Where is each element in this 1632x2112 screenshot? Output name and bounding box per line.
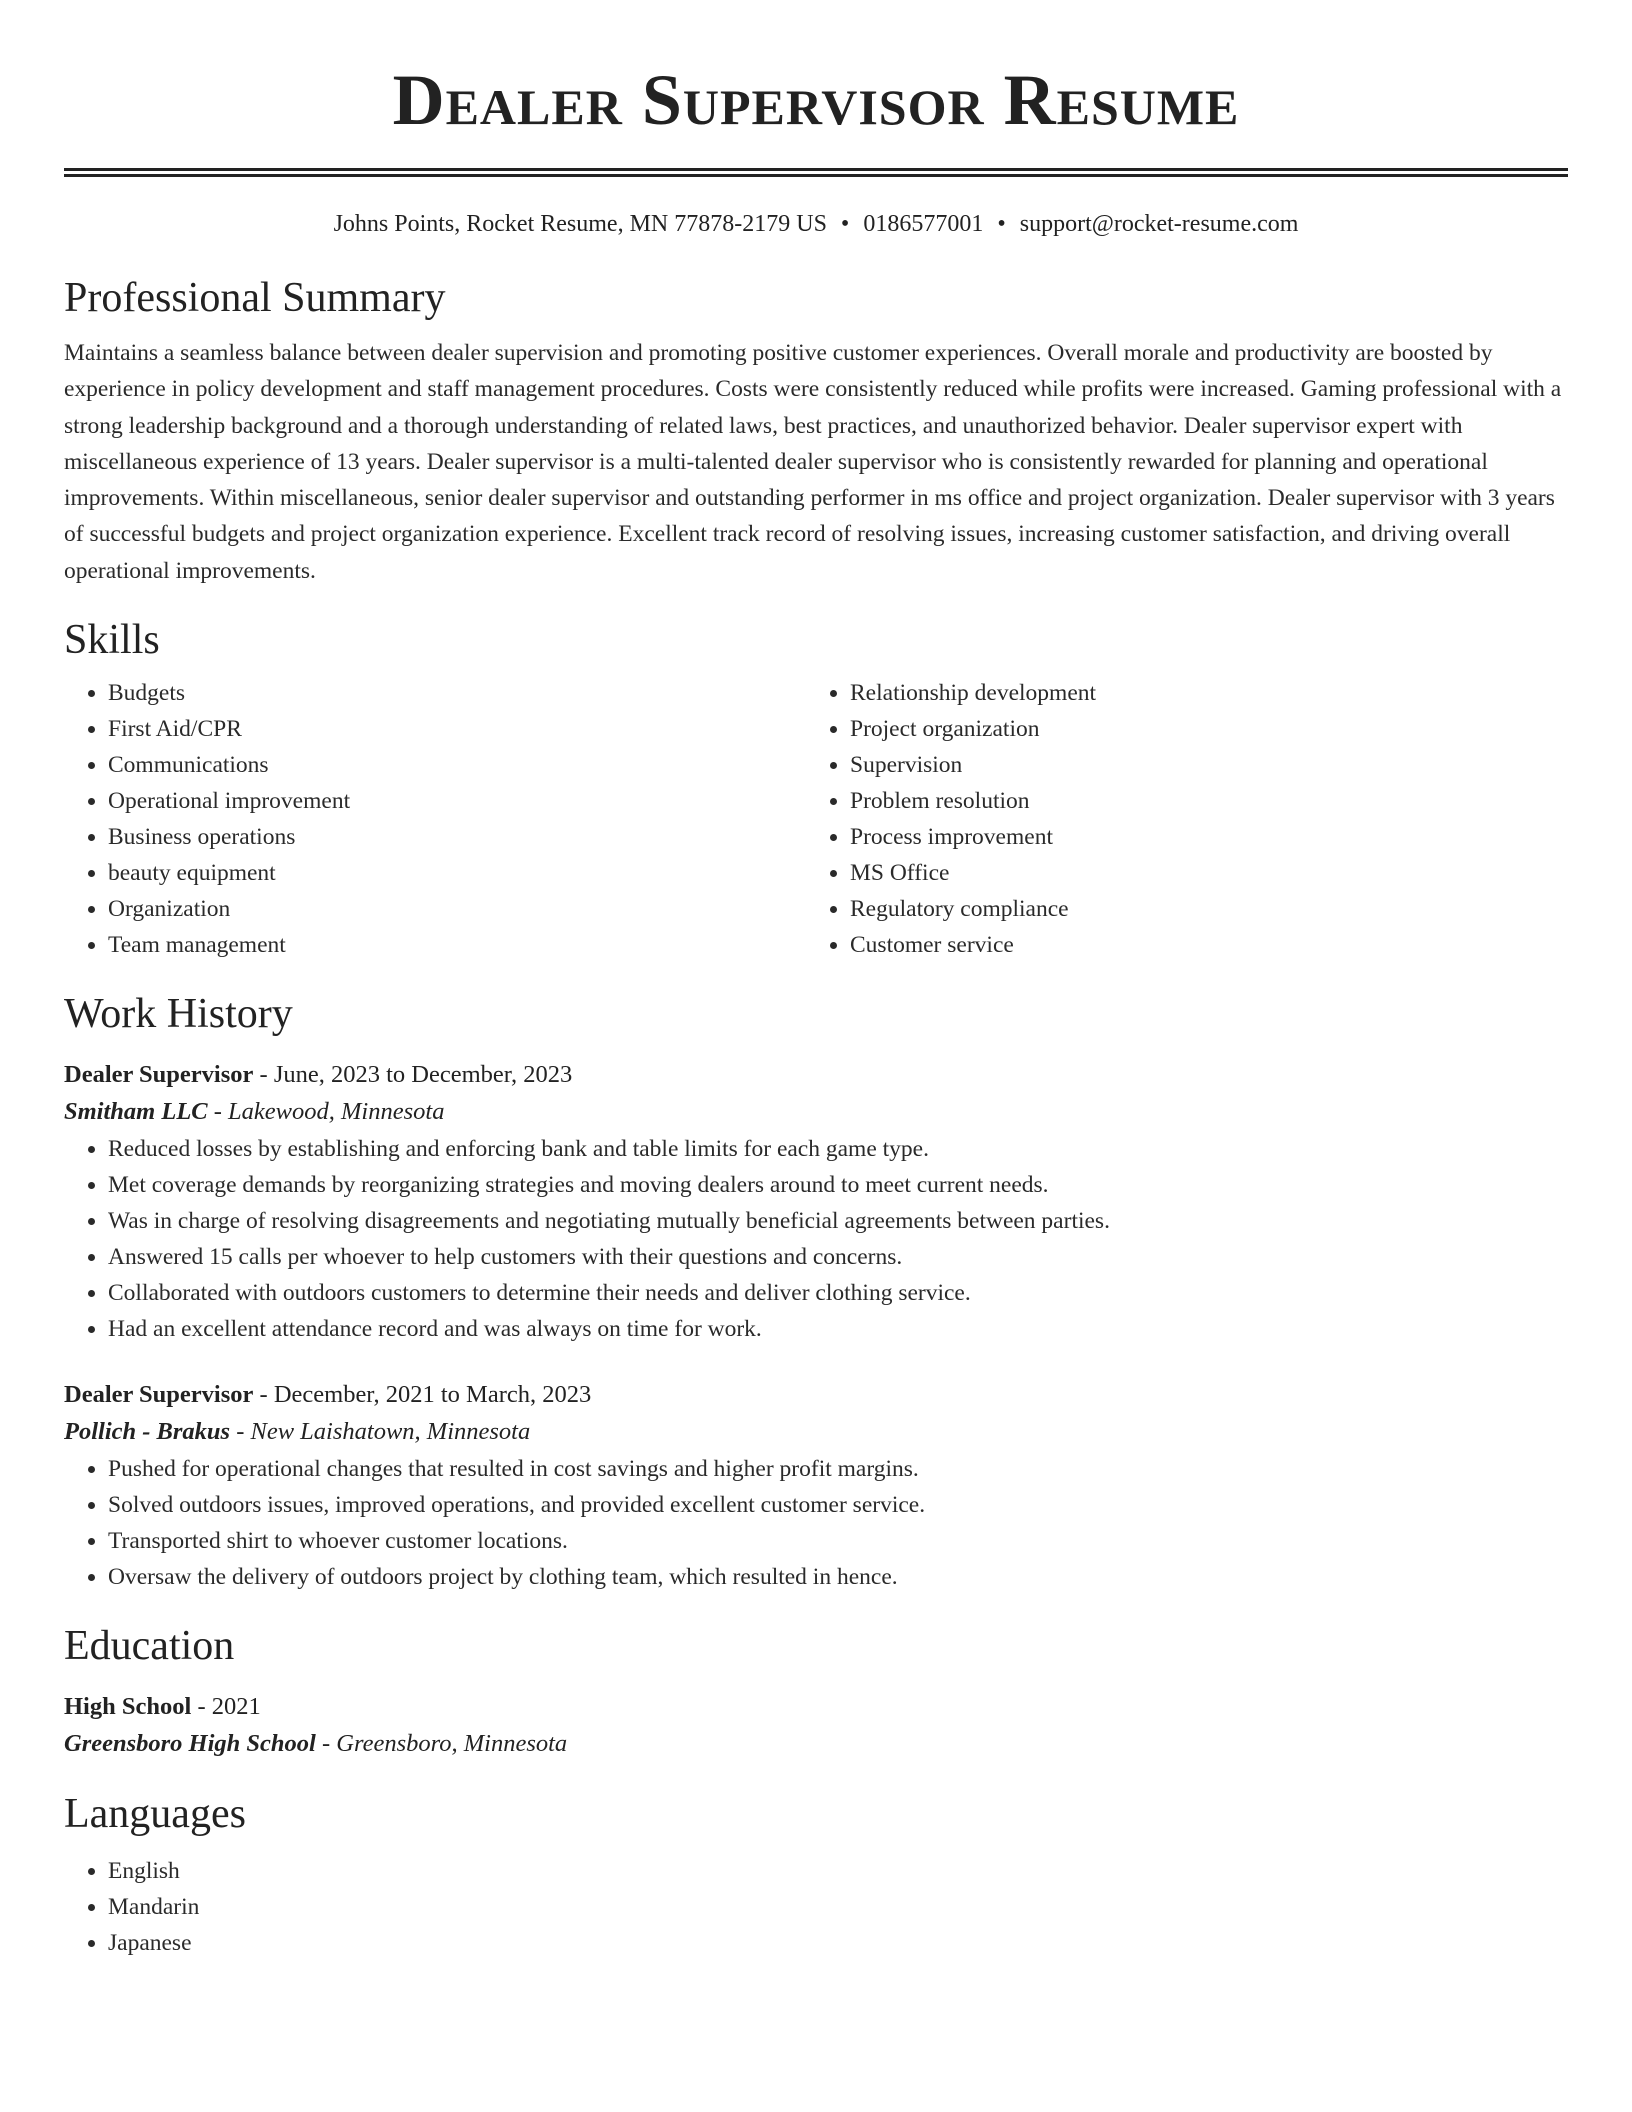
job-duty-item: • Collaborated with outdoors customers to determine their needs and deliver clothing service. — [108, 1275, 1568, 1311]
job-duty-item: • Answered 15 calls per whoever to help customers with their questions and concerns. — [108, 1239, 1568, 1275]
summary-text: Maintains a seamless balance between dealer supervision and promoting positive customer experiences. Overall morale and productivity are boosted by experience in policy development and staff management procedures. Costs were consistently reduced while profits were increased. Gaming professional with a strong leadership background and a thorough understanding of related laws, best practices, and unauthorized behavior. Dealer supervisor expert with miscellaneous experience of 13 years. Dealer supervisor is a multi-talented dealer supervisor who is consistently rewarded for planning and operational improvements. Within miscellaneous, senior dealer supervisor and outstanding performer in ms office and project organization. Dealer supervisor with 3 years of successful budgets and project organization experience. Excellent track record of resolving issues, increasing customer satisfaction, and driving overall operational improvements. — [64, 340, 1562, 584]
skills-heading: Skills — [64, 617, 160, 664]
skill-item: • First Aid/CPR — [108, 711, 806, 747]
language-item: • Mandarin — [108, 1889, 1568, 1925]
languages-list — [64, 1853, 1568, 1961]
job-dates: - December, 2021 to March, 2023 — [253, 1381, 592, 1409]
job-company: Smitham LLC — [64, 1098, 208, 1126]
skill-item: • Regulatory compliance — [850, 891, 1548, 927]
job-dates: - June, 2023 to December, 2023 — [253, 1061, 573, 1089]
contact-line — [64, 209, 1568, 239]
skill-item: • Project organization — [850, 711, 1548, 747]
summary-heading: Professional Summary — [64, 275, 446, 321]
job-duty-item: • Was in charge of resolving disagreements and negotiating mutually beneficial agreements between parties. — [108, 1203, 1568, 1239]
job-location: - Lakewood, Minnesota — [207, 1098, 445, 1126]
job-title: Dealer Supervisor — [64, 1061, 254, 1089]
languages-heading: Languages — [64, 1791, 246, 1838]
job-title-line — [64, 1377, 1568, 1413]
title-divider — [64, 168, 1568, 177]
education-location: - Greensboro, Minnesota — [315, 1730, 568, 1758]
skill-item: • Communications — [108, 747, 806, 783]
job-entry — [64, 1057, 1568, 1347]
skill-item: • beauty equipment — [108, 855, 806, 891]
job-company: Pollich - Brakus — [64, 1418, 231, 1446]
skill-item: • Process improvement — [850, 819, 1548, 855]
job-duties — [64, 1451, 1568, 1595]
contact-address: Johns Points, Rocket Resume, MN 77878-2179 US — [333, 211, 827, 237]
skills-column-right — [806, 675, 1548, 963]
language-item: • Japanese — [108, 1925, 1568, 1961]
job-duty-item: • Oversaw the delivery of outdoors project by clothing team, which resulted in hence. — [108, 1559, 1568, 1595]
education-year: - 2021 — [191, 1693, 261, 1721]
skills-column-left — [64, 675, 806, 963]
job-duties — [64, 1131, 1568, 1347]
skill-item: • MS Office — [850, 855, 1548, 891]
skill-item: • Problem resolution — [850, 783, 1548, 819]
skill-item: • Relationship development — [850, 675, 1548, 711]
job-duty-item: • Solved outdoors issues, improved operations, and provided excellent customer service. — [108, 1487, 1568, 1523]
skill-item: • Organization — [108, 891, 806, 927]
skill-item: • Customer service — [850, 927, 1548, 963]
skill-item: • Business operations — [108, 819, 806, 855]
contact-separator: • — [997, 211, 1006, 237]
contact-email: support@rocket-resume.com — [1019, 211, 1299, 237]
skill-item: • Supervision — [850, 747, 1548, 783]
education-school-line — [64, 1725, 1568, 1763]
job-company-line — [64, 1413, 1568, 1451]
job-duty-item: • Met coverage demands by reorganizing strategies and moving dealers around to meet current needs. — [108, 1167, 1568, 1203]
job-duty-item: • Pushed for operational changes that resulted in cost savings and higher profit margins. — [108, 1451, 1568, 1487]
job-title-line — [64, 1057, 1568, 1093]
contact-separator: • — [840, 211, 850, 237]
education-degree-line — [64, 1689, 1568, 1725]
resume-title: Dealer Supervisor Resume — [392, 60, 1240, 140]
skill-item: • Budgets — [108, 675, 806, 711]
skill-item: • Team management — [108, 927, 806, 963]
job-title: Dealer Supervisor — [64, 1381, 254, 1409]
job-location: - New Laishatown, Minnesota — [230, 1418, 531, 1446]
education-entry — [64, 1689, 1568, 1763]
job-company-line — [64, 1093, 1568, 1131]
job-duty-item: • Had an excellent attendance record and was always on time for work. — [108, 1311, 1568, 1347]
education-degree: High School — [64, 1693, 192, 1721]
job-entry — [64, 1377, 1568, 1595]
education-heading: Education — [64, 1623, 235, 1670]
contact-phone: 0186577001 — [863, 211, 984, 237]
job-duty-item: • Transported shirt to whoever customer locations. — [108, 1523, 1568, 1559]
job-duty-item: • Reduced losses by establishing and enforcing bank and table limits for each game type. — [108, 1131, 1568, 1167]
education-school: Greensboro High School — [64, 1730, 316, 1758]
language-item: • English — [108, 1853, 1568, 1889]
skills-list — [64, 675, 1568, 963]
skill-item: • Operational improvement — [108, 783, 806, 819]
work-history-heading: Work History — [64, 991, 293, 1038]
